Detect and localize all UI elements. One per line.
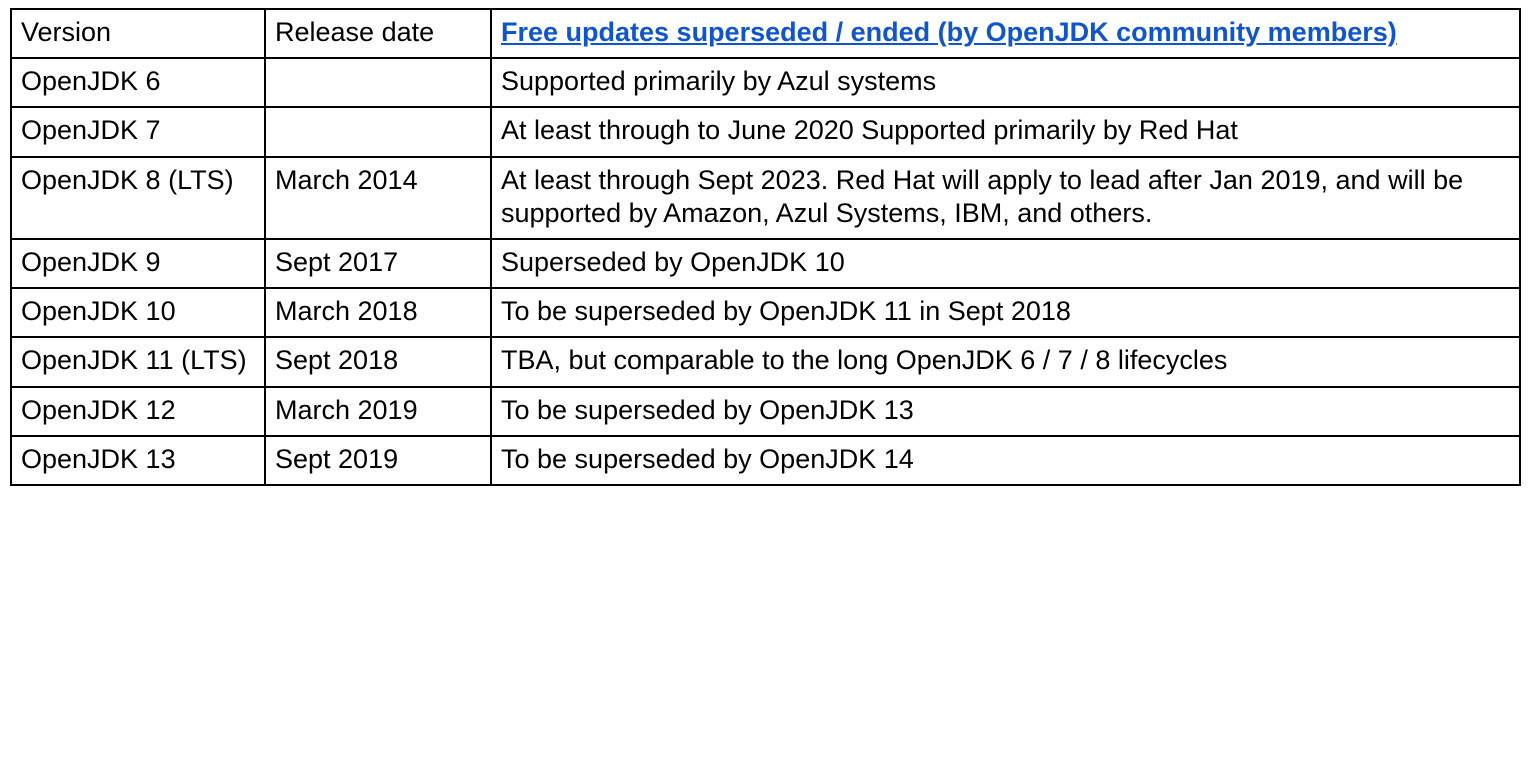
column-header-version: Version <box>11 9 265 58</box>
cell-version: OpenJDK 6 <box>11 58 265 107</box>
cell-notes: Supported primarily by Azul systems <box>491 58 1520 107</box>
cell-version: OpenJDK 9 <box>11 239 265 288</box>
table-row <box>11 239 1520 288</box>
table-body <box>11 58 1520 485</box>
cell-notes: At least through to June 2020 Supported primarily by Red Hat <box>491 107 1520 156</box>
cell-version: OpenJDK 13 <box>11 436 265 485</box>
table-row <box>11 337 1520 386</box>
table-row <box>11 387 1520 436</box>
cell-version: OpenJDK 7 <box>11 107 265 156</box>
cell-notes: To be superseded by OpenJDK 11 in Sept 2018 <box>491 288 1520 337</box>
free-updates-link[interactable]: Free updates superseded / ended (by OpenJDK community members) <box>501 17 1397 47</box>
cell-notes: TBA, but comparable to the long OpenJDK 6 / 7 / 8 lifecycles <box>491 337 1520 386</box>
cell-release-date: March 2019 <box>265 387 491 436</box>
table-row <box>11 436 1520 485</box>
cell-notes: Superseded by OpenJDK 10 <box>491 239 1520 288</box>
cell-version: OpenJDK 10 <box>11 288 265 337</box>
table-row <box>11 288 1520 337</box>
table-header <box>11 9 1520 58</box>
cell-release-date: March 2014 <box>265 157 491 239</box>
table-row <box>11 107 1520 156</box>
cell-version: OpenJDK 8 (LTS) <box>11 157 265 239</box>
cell-release-date <box>265 107 491 156</box>
cell-release-date: Sept 2017 <box>265 239 491 288</box>
table-header-row <box>11 9 1520 58</box>
cell-version: OpenJDK 11 (LTS) <box>11 337 265 386</box>
table-row <box>11 157 1520 239</box>
column-header-release-date: Release date <box>265 9 491 58</box>
cell-notes: To be superseded by OpenJDK 14 <box>491 436 1520 485</box>
table-row <box>11 58 1520 107</box>
cell-release-date: Sept 2019 <box>265 436 491 485</box>
cell-release-date <box>265 58 491 107</box>
cell-notes: At least through Sept 2023. Red Hat will apply to lead after Jan 2019, and will be supported by Amazon, Azul Systems, IBM, and others. <box>491 157 1520 239</box>
cell-version: OpenJDK 12 <box>11 387 265 436</box>
cell-release-date: March 2018 <box>265 288 491 337</box>
column-header-free-updates <box>491 9 1520 58</box>
cell-notes: To be superseded by OpenJDK 13 <box>491 387 1520 436</box>
cell-release-date: Sept 2018 <box>265 337 491 386</box>
openjdk-support-table <box>10 8 1521 486</box>
